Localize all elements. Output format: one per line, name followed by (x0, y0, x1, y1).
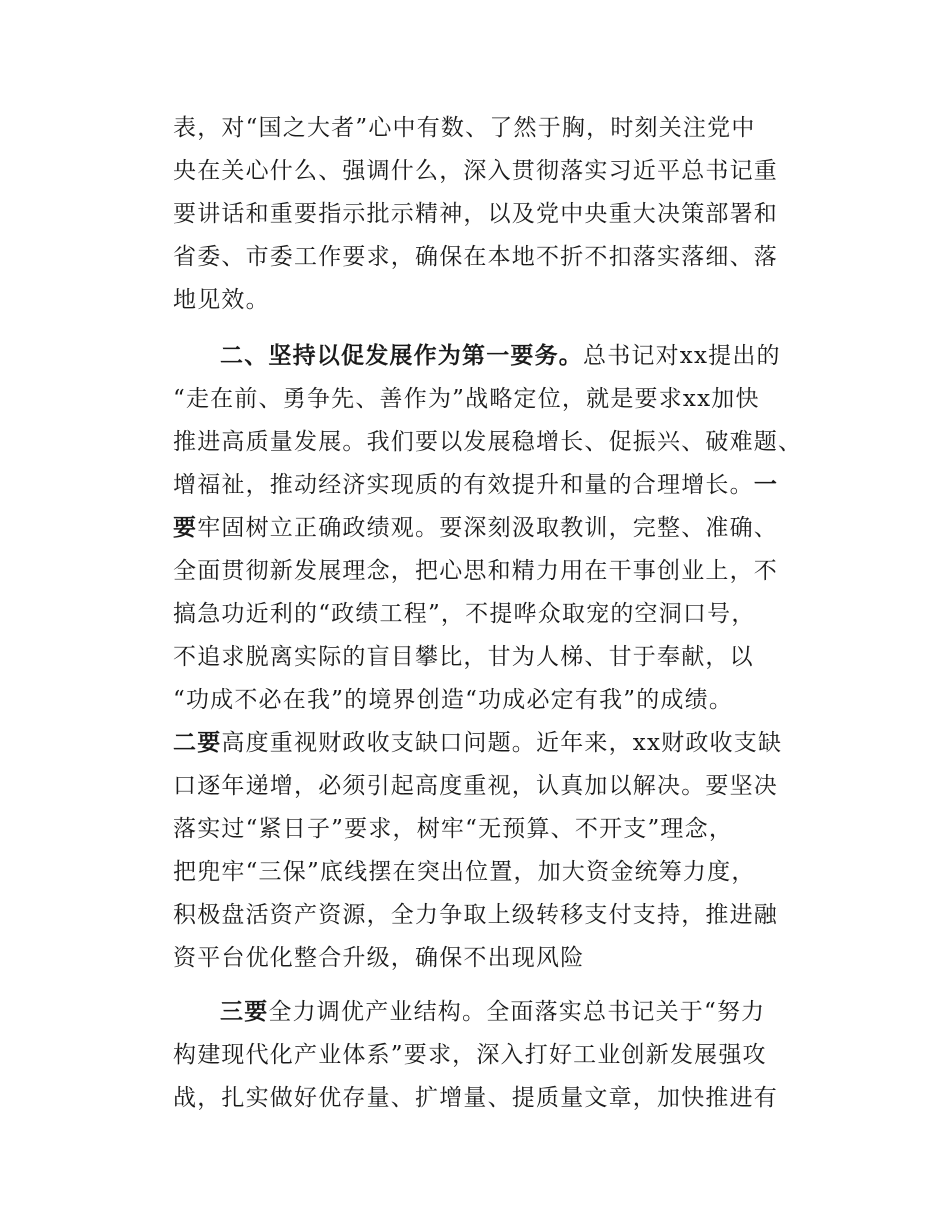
section-heading: 二、坚持以促发展作为第一要务。 (220, 343, 583, 369)
emphasis-text: 要 (173, 515, 198, 541)
text-line: 构建现代化产业体系”要求，深入打好工业创新发展强攻 (173, 1042, 767, 1068)
text-line: 推进高质量发展。我们要以发展稳增长、促振兴、破难题、 (173, 429, 803, 455)
text-line: 省委、市委工作要求，确保在本地不折不扣落实落细、落 (173, 244, 778, 270)
text-line: 全面贯彻新发展理念，把心思和精力用在干事创业上，不 (173, 558, 778, 584)
emphasis-text: 三要 (220, 999, 269, 1025)
text-line: 积极盘活资产资源，全力争取上级转移支付支持，推进融 (173, 902, 778, 928)
text-line: 不追求脱离实际的盲目攀比，甘为人梯、甘于奉献，以 (173, 644, 754, 670)
text-line: 三要全力调优产业结构。全面落实总书记关于“努力 (220, 999, 766, 1025)
text-line: 口逐年递增，必须引起高度重视，认真加以解决。要坚决 (173, 773, 778, 799)
text-line: 要讲话和重要指示批示精神，以及党中央重大决策部署和 (173, 201, 778, 227)
text-line: 二要高度重视财政收支缺口问题。近年来，xx财政收支缺 (173, 730, 783, 756)
text-line: 搞急功近利的“政绩工程”，不提哗众取宠的空洞口号， (173, 601, 756, 627)
text-line: 落实过“紧日子”要求，树牢“无预算、不开支”理念， (173, 816, 734, 842)
text-line: “功成不必在我”的境界创造“功成必定有我”的成绩。 (173, 687, 734, 713)
text-line: “走在前、勇争先、善作为”战略定位，就是要求xx加快 (173, 386, 760, 412)
section-heading-line: 二、坚持以促发展作为第一要务。总书记对xx提出的 (220, 343, 781, 369)
text-line: 增福祉，推动经济实现质的有效提升和量的合理增长。一 (173, 472, 779, 498)
text-line: 要牢固树立正确政绩观。要深刻汲取教训，完整、准确、 (173, 515, 779, 541)
text-line: 战，扎实做好优存量、扩增量、提质量文章，加快推进有 (173, 1085, 778, 1111)
text-line: 表，对“国之大者”心中有数、了然于胸，时刻关注党中 (173, 115, 756, 141)
emphasis-text: 一 (753, 472, 779, 498)
text-line: 央在关心什么、强调什么，深入贯彻落实习近平总书记重 (173, 158, 778, 184)
emphasis-text: 二要 (173, 730, 222, 756)
text-line: 把兜牢“三保”底线摆在突出位置，加大资金统筹力度， (173, 859, 756, 885)
text-line: 地见效。 (173, 287, 270, 313)
text-line: 资平台优化整合升级，确保不出现风险 (173, 945, 585, 971)
